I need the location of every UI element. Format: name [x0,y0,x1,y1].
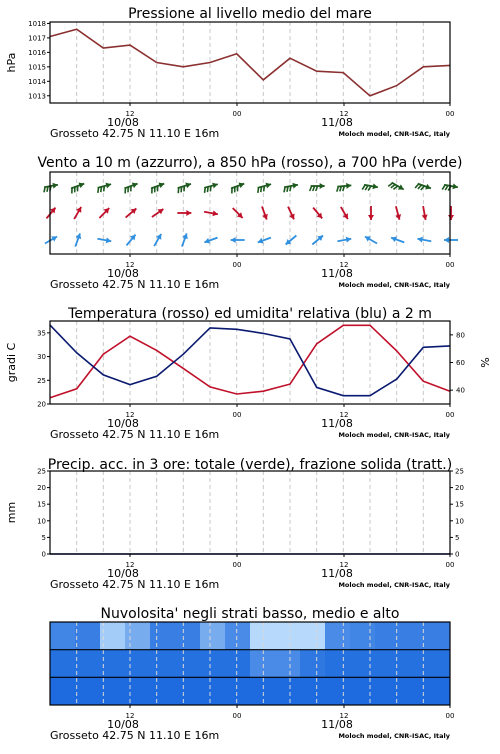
wind-arrow [312,236,323,245]
y-tick-label: 25 [37,377,46,385]
wind-barb [98,188,99,193]
cloud-cell [200,677,226,705]
wind-arrow [231,237,245,243]
location-label: Grosseto 42.75 N 11.10 E 16m [50,278,219,291]
wind-barb [264,186,265,191]
data-point [156,376,157,377]
plot-frame [50,22,450,103]
data-point [263,79,264,80]
cloud-cell [125,622,151,650]
y-axis-label: hPa [5,53,18,73]
x-date-label: 11/08 [321,718,353,731]
x-tick-label: 12 [340,110,349,118]
cloud-cell [400,622,426,650]
wind-arrow [204,183,218,193]
data-point [396,85,397,86]
wind-barb [362,185,365,190]
data-point [76,29,77,30]
wind-arrow [47,208,56,219]
wind-arrow [258,238,271,244]
panel-4 [5,457,464,591]
cloud-cell [175,650,201,678]
y-tick-label: 1014 [28,78,46,86]
wind-arrow [204,210,218,216]
wind-head [346,183,351,189]
series-line [50,325,450,396]
wind-barb [258,188,259,193]
wind-head [320,183,325,189]
cloud-cell [200,650,226,678]
wind-arrow [71,182,84,193]
data-point [289,338,290,339]
x-date-label: 11/08 [321,417,353,430]
cloud-cell [50,677,76,705]
wind-arrow [233,208,243,218]
x-tick-label: 00 [446,561,455,569]
x-date-label: 10/08 [107,567,139,580]
cloud-cell [350,622,376,650]
data-point [396,379,397,380]
panel-title: Vento a 10 m (azzurro), a 850 hPa (rosso), a 700 hPa (verde) [37,155,462,171]
x-tick-label: 12 [126,561,135,569]
cloud-cell [300,650,326,678]
data-point [369,325,370,326]
data-point [369,395,370,396]
x-tick-label: 00 [233,411,242,419]
x-tick-label: 12 [340,561,349,569]
wind-arrow [204,238,217,244]
wind-head [444,237,449,243]
wind-arrow [368,206,374,220]
cloud-cell [250,622,276,650]
cloud-cell [425,677,451,705]
data-point [343,72,344,73]
data-point [263,333,264,334]
data-point [103,374,104,375]
cloud-cell [250,677,276,705]
cloud-cell [425,650,451,678]
x-tick-label: 12 [126,712,135,720]
wind-arrow [231,182,244,193]
series-line [50,325,450,398]
y-tick-label-right: 10 [455,517,464,525]
cloud-cell [75,622,101,650]
cloud-cell [275,650,301,678]
model-credit: Moloch model, CNR-ISAC, Italy [338,732,450,740]
y-tick-label: 1018 [28,20,46,28]
x-date-label: 11/08 [321,567,353,580]
data-point [263,391,264,392]
wind-arrow [337,237,351,243]
x-date-label: 11/08 [321,116,353,129]
wind-arrow [286,236,297,245]
panel-title: Temperatura (rosso) ed umidita' relativa (blu) a 2 m [67,306,432,322]
wind-arrow [284,183,298,193]
wind-barb [101,187,102,192]
data-point [129,45,130,46]
data-point [76,352,77,353]
data-point [236,329,237,330]
x-tick-label: 00 [446,110,455,118]
location-label: Grosseto 42.75 N 11.10 E 16m [50,127,219,140]
y-tick-label: 5 [42,534,46,542]
wind-barb [261,187,262,192]
y-tick-label-right: 60 [456,359,465,367]
y-tick-label: 35 [37,329,46,337]
cloud-cell [50,650,76,678]
cloud-cell [400,650,426,678]
y-tick-label: 0 [42,551,46,559]
data-point [396,350,397,351]
series-line [50,29,450,96]
data-point [316,387,317,388]
wind-arrow [124,182,137,193]
wind-arrow [151,182,164,193]
data-point [209,386,210,387]
y-axis-label: gradi C [5,342,18,382]
x-tick-label: 00 [233,561,242,569]
cloud-cell [200,622,226,650]
x-tick-label: 12 [126,261,135,269]
y-tick-label-right: 0 [455,551,459,559]
wind-arrow [152,209,163,217]
panel-1 [5,6,454,140]
wind-arrow [98,183,112,193]
y-tick-label: 1015 [28,63,46,71]
data-point [209,62,210,63]
data-point [236,53,237,54]
y-tick-label-right: 40 [456,387,465,395]
wind-arrow [126,209,137,218]
y-tick-label: 15 [37,501,46,509]
x-date-label: 11/08 [321,267,353,280]
data-point [289,58,290,59]
cloud-cell [325,622,351,650]
wind-arrow [97,237,111,243]
data-point [183,354,184,355]
wind-arrow [288,207,295,220]
wind-barb [418,185,422,189]
x-tick-label: 00 [233,261,242,269]
wind-barb [44,187,45,192]
x-tick-label: 00 [446,712,455,720]
y-tick-label-right: 20 [455,484,464,492]
y-tick-label: 20 [37,484,46,492]
wind-barb [287,187,288,192]
data-point [423,381,424,382]
cloud-cell [225,650,251,678]
wind-head [265,183,271,189]
wind-barb [388,183,392,186]
cloud-cell [75,677,101,705]
cloud-cell [175,622,201,650]
x-tick-label: 12 [126,411,135,419]
cloud-cell [150,622,176,650]
wind-barb [210,186,211,191]
plot-frame [50,471,450,554]
y-axis-label-right: % [479,357,492,367]
cloud-cell [300,677,326,705]
x-tick-label: 00 [446,261,455,269]
cloud-cell [275,622,301,650]
panel-5 [50,606,454,742]
wind-barb [445,185,448,190]
data-point [423,347,424,348]
data-point [183,66,184,67]
wind-barb [104,186,105,191]
wind-arrow [417,237,431,243]
wind-head [395,214,401,220]
cloud-cell [225,622,251,650]
wind-head [105,183,111,189]
wind-arrow [391,236,404,242]
cloud-cell [50,622,76,650]
cloud-cell [425,622,451,650]
wind-arrow [99,208,109,218]
x-tick-label: 12 [340,411,349,419]
wind-barb [205,188,206,193]
wind-arrow [341,207,348,219]
wind-arrow [444,237,458,243]
model-credit: Moloch model, CNR-ISAC, Italy [338,281,450,289]
wind-arrow [388,183,403,190]
cloud-cell [150,677,176,705]
x-tick-label: 12 [340,261,349,269]
data-point [316,71,317,72]
y-axis-label: mm [5,502,18,523]
y-tick-label-right: 25 [455,468,464,476]
wind-arrow [44,183,58,193]
data-point [423,66,424,67]
wind-barb [391,185,395,188]
data-point [209,327,210,328]
y-tick-label: 30 [37,353,46,361]
wind-arrow [177,210,191,216]
wind-arrow [74,207,81,219]
data-point [369,95,370,96]
cloud-cell [225,677,251,705]
wind-barb [415,184,419,188]
wind-arrow [422,206,428,220]
cloud-cell [350,677,376,705]
cloud-cell [75,650,101,678]
wind-barb [284,187,285,192]
wind-head [231,237,236,243]
cloud-cell [250,650,276,678]
data-point [129,384,130,385]
cloud-cell [125,650,151,678]
data-point [103,354,104,355]
wind-barb [290,186,291,191]
wind-arrow [127,235,136,246]
wind-arrow [262,206,268,219]
x-date-label: 10/08 [107,267,139,280]
location-label: Grosseto 42.75 N 11.10 E 16m [50,729,219,742]
model-credit: Moloch model, CNR-ISAC, Italy [338,581,450,589]
panel-3 [5,306,492,441]
data-point [236,393,237,394]
panel-title: Nuvolosita' negli strati basso, medio e alto [101,606,400,622]
wind-barb [337,187,339,192]
wind-arrow [178,183,191,194]
wind-arrow [75,233,81,246]
wind-arrow [45,236,57,243]
wind-arrow [154,234,161,246]
cloud-cell [400,677,426,705]
panel-title: Pressione al livello medio del mare [128,6,372,22]
cloud-cell [325,677,351,705]
data-point [156,62,157,63]
y-tick-label-right: 15 [455,501,464,509]
data-point [343,325,344,326]
data-point [129,336,130,337]
plot-frame [50,321,450,404]
x-tick-label: 12 [126,110,135,118]
data-point [316,343,317,344]
cloud-cell [300,622,326,650]
y-tick-label: 10 [37,517,46,525]
y-tick-label: 1016 [28,49,46,57]
y-tick-label: 1013 [28,92,46,100]
data-point [76,388,77,389]
cloud-cell [150,650,176,678]
cloud-cell [275,677,301,705]
wind-arrow [182,233,188,246]
x-tick-label: 12 [340,712,349,720]
x-date-label: 10/08 [107,116,139,129]
y-tick-label: 1017 [28,34,46,42]
cloud-cell [125,677,151,705]
wind-barb [47,187,48,192]
wind-barb [365,185,368,190]
x-date-label: 10/08 [107,417,139,430]
y-tick-label-right: 80 [456,331,465,339]
model-credit: Moloch model, CNR-ISAC, Italy [338,431,450,439]
data-point [156,350,157,351]
data-point [183,368,184,369]
model-credit: Moloch model, CNR-ISAC, Italy [338,130,450,138]
wind-arrow [337,183,352,192]
cloud-cell [350,650,376,678]
data-point [103,47,104,48]
wind-arrow [313,208,322,219]
location-label: Grosseto 42.75 N 11.10 E 16m [50,578,219,591]
wind-arrow [395,206,401,220]
x-tick-label: 00 [233,712,242,720]
wind-arrow [258,183,272,193]
location-label: Grosseto 42.75 N 11.10 E 16m [50,428,219,441]
y-tick-label: 20 [37,401,46,409]
data-point [343,395,344,396]
x-tick-label: 00 [446,411,455,419]
x-date-label: 10/08 [107,718,139,731]
x-tick-label: 00 [233,110,242,118]
wind-barb [442,185,445,190]
y-tick-label-right: 5 [455,534,459,542]
wind-barb [310,186,312,191]
panel-2 [37,155,462,291]
wind-arrow [365,236,377,243]
wind-arrow [448,206,454,220]
wind-head [368,215,374,220]
wind-barb [207,187,208,192]
wind-head [448,215,454,220]
cloud-cell [175,677,201,705]
wind-head [186,210,191,216]
data-point [289,383,290,384]
y-tick-label: 25 [37,468,46,476]
panel-title: Precip. acc. in 3 ore: totale (verde), frazione solida (tratt.) [48,457,452,473]
wind-head [212,183,218,189]
cloud-cell [325,650,351,678]
